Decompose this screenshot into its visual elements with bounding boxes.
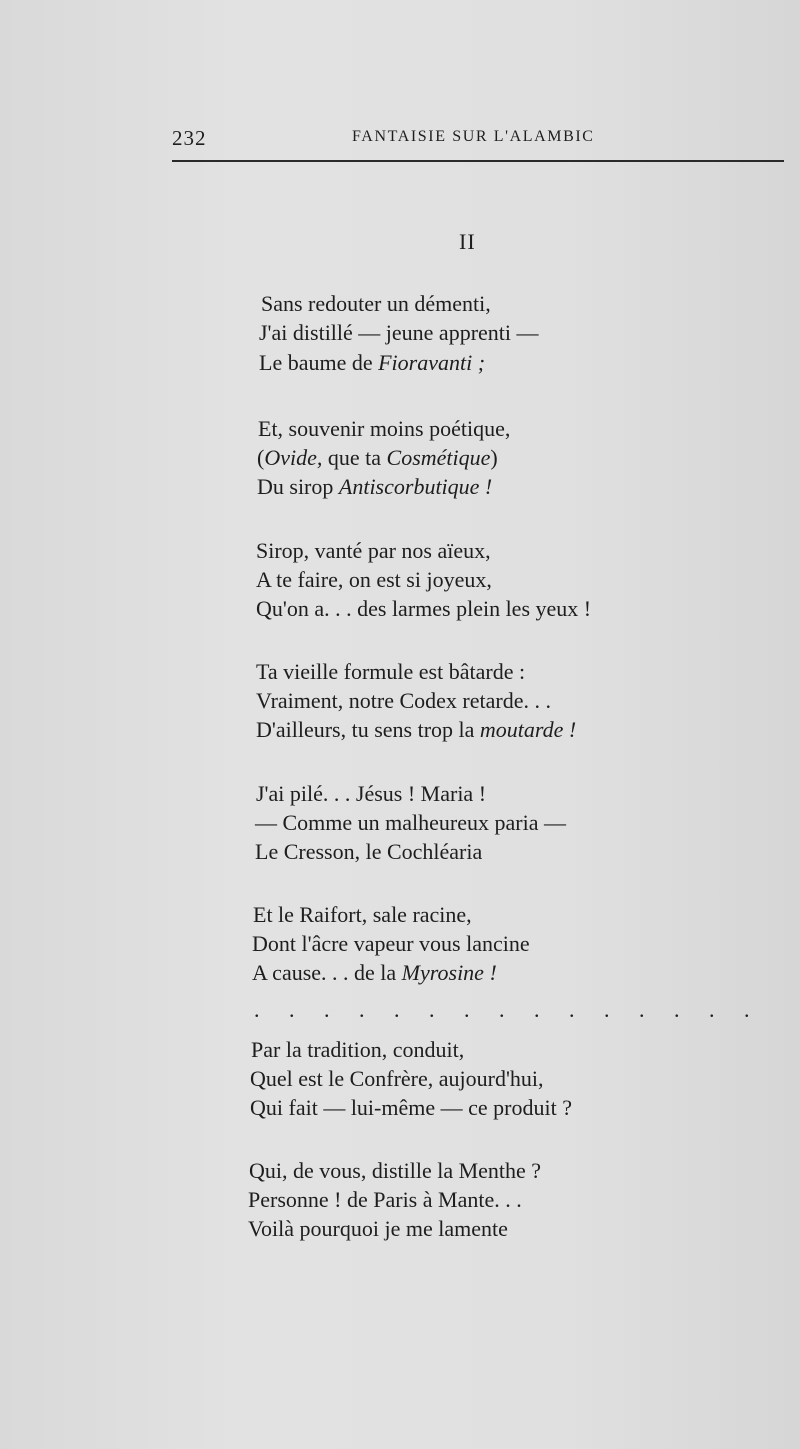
poem-line: Vraiment, notre Codex retarde. . . — [256, 688, 551, 713]
running-title: FANTAISIE SUR L'ALAMBIC — [352, 128, 595, 145]
poem-line: Qu'on a. . . des larmes plein les yeux ! — [256, 596, 592, 621]
poem-line: Le Cresson, le Cochléaria — [255, 839, 483, 864]
poem-line: D'ailleurs, tu sens trop la moutarde ! — [256, 717, 577, 742]
poem-line: Quel est le Confrère, aujourd'hui, — [250, 1066, 544, 1091]
poem-line: Dont l'âcre vapeur vous lancine — [252, 931, 530, 956]
poem-line: (Ovide, que ta Cosmétique) — [257, 445, 498, 470]
poem-line: Le baume de Fioravanti ; — [259, 350, 486, 375]
poem-line: Qui fait — lui-même — ce produit ? — [250, 1095, 572, 1120]
ellipsis-separator: . . . . . . . . . . . . . . . — [254, 997, 762, 1022]
poem-line: Personne ! de Paris à Mante. . . — [248, 1187, 522, 1212]
poem-line: Qui, de vous, distille la Menthe ? — [249, 1158, 542, 1183]
page-number: 232 — [172, 126, 207, 150]
poem-line: J'ai distillé — jeune apprenti — — [259, 320, 539, 345]
poem-line: A cause. . . de la Myrosine ! — [252, 960, 497, 985]
poem-line: Par la tradition, conduit, — [251, 1037, 465, 1062]
poem-line: J'ai pilé. . . Jésus ! Maria ! — [256, 781, 487, 806]
header-rule — [172, 160, 784, 162]
poem-line: Voilà pourquoi je me lamente — [248, 1216, 508, 1241]
poem-line: — Comme un malheureux paria — — [255, 810, 566, 835]
poem-line: Et, souvenir moins poétique, — [258, 416, 511, 441]
poem-line: Et le Raifort, sale racine, — [253, 902, 472, 927]
page-header — [172, 126, 784, 162]
poem-line: Sans redouter un démenti, — [261, 291, 491, 316]
poem-line: Sirop, vanté par nos aïeux, — [256, 538, 491, 563]
poem-line: Du sirop Antiscorbutique ! — [257, 474, 493, 499]
section-number: II — [459, 229, 476, 254]
poem-line: Ta vieille formule est bâtarde : — [256, 659, 526, 684]
poem-line: A te faire, on est si joyeux, — [256, 567, 492, 592]
